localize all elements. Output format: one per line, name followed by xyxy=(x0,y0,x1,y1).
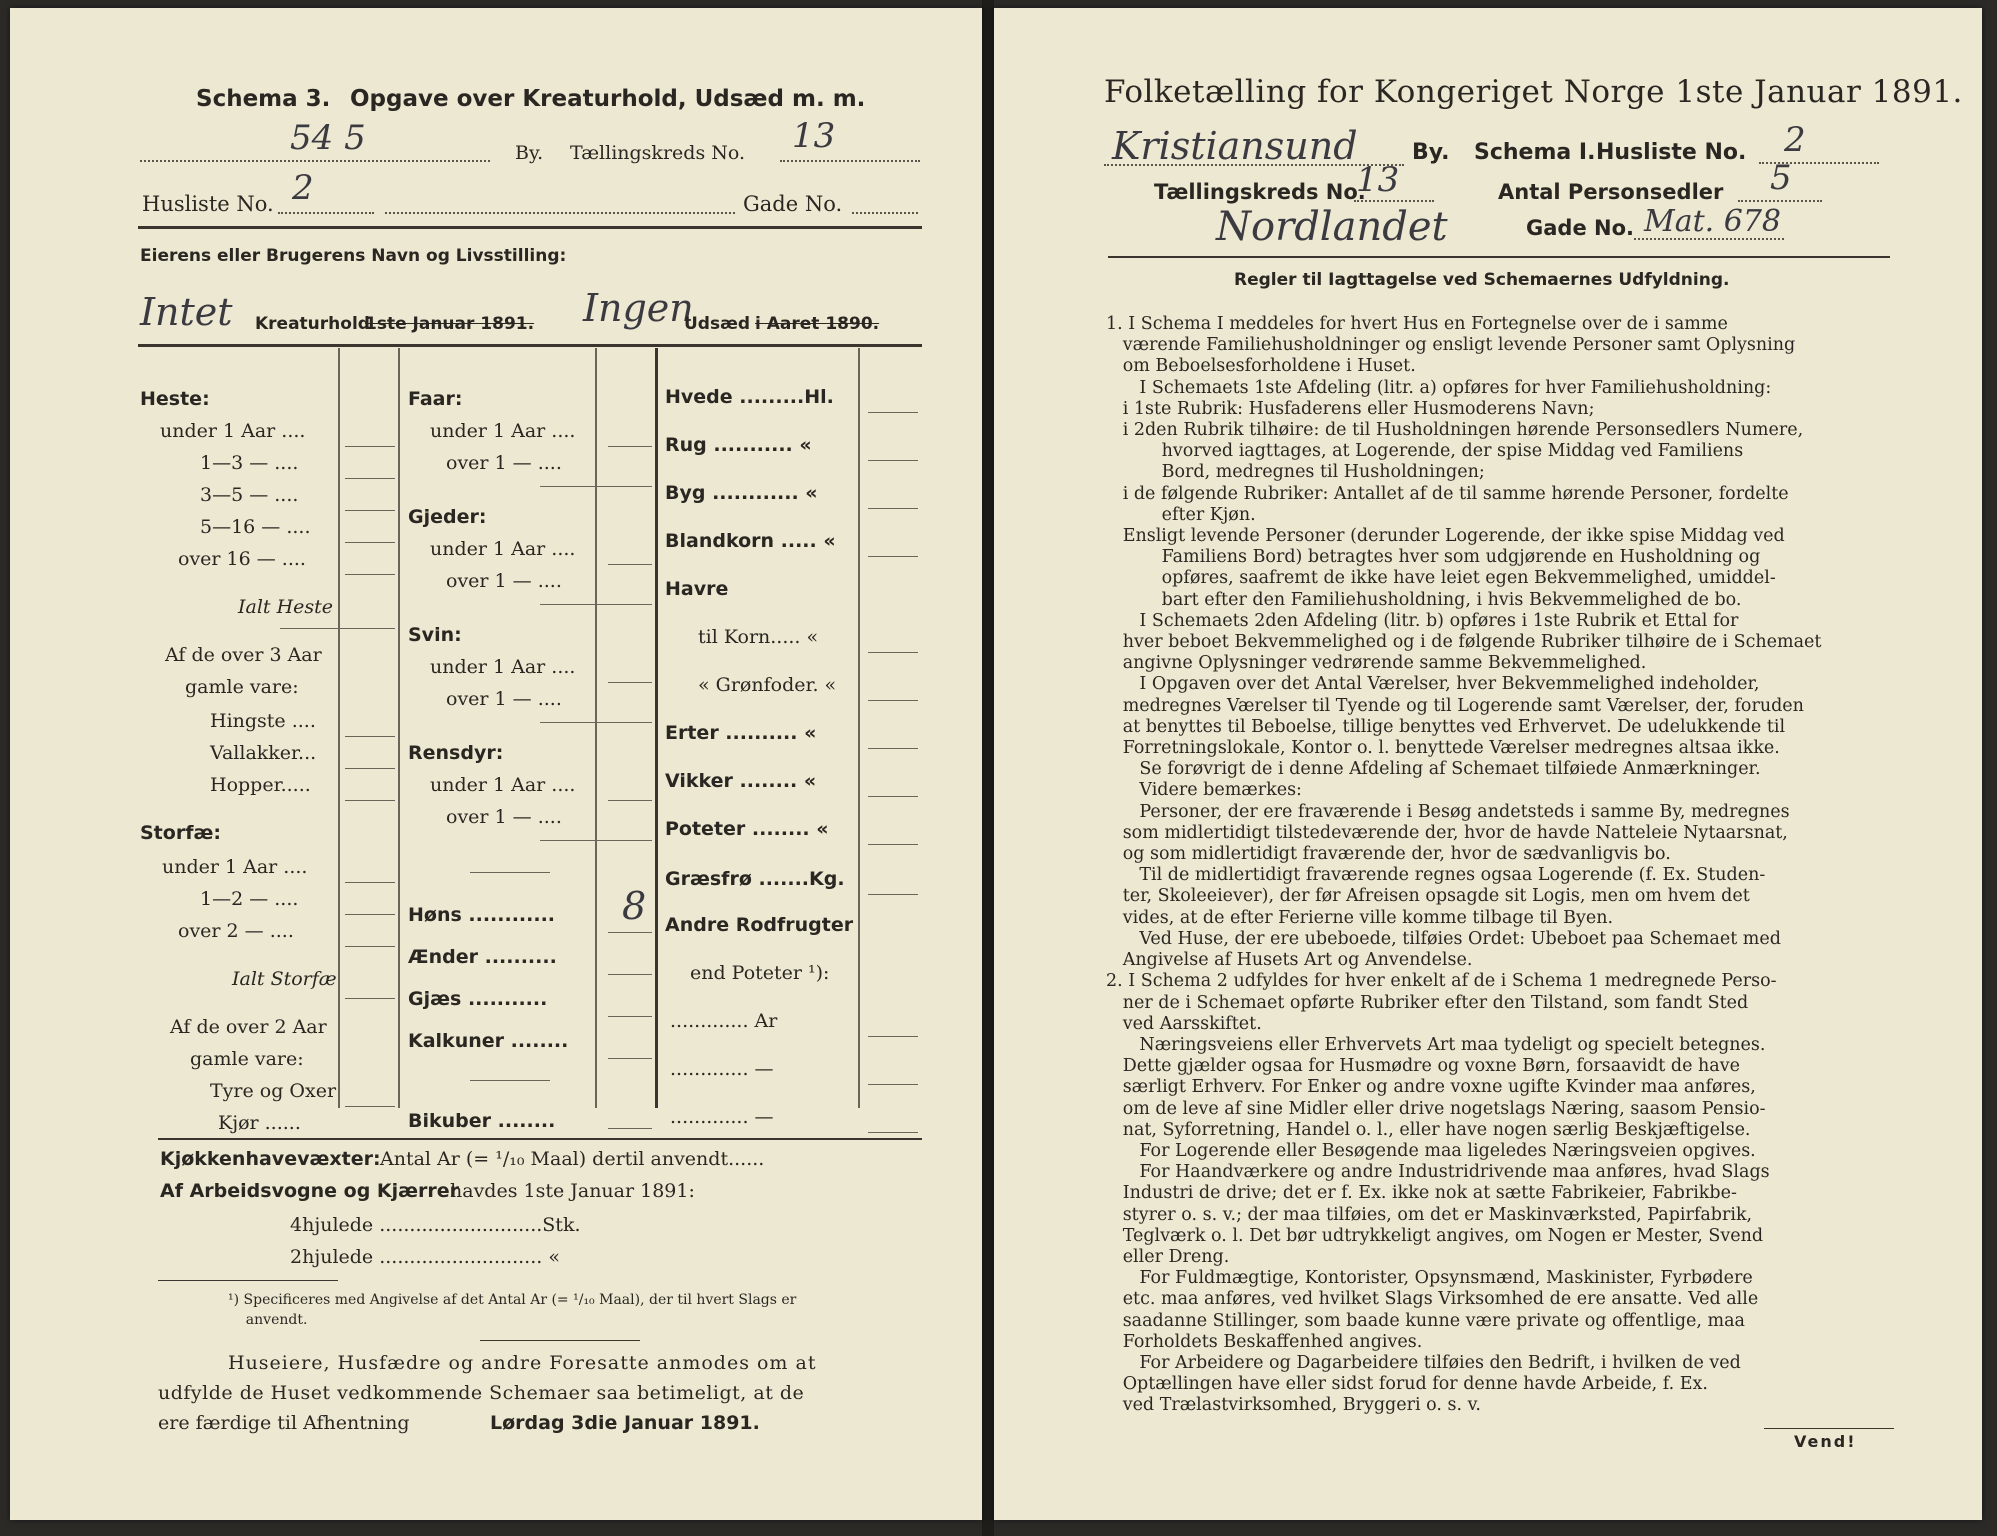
havre: Havre xyxy=(665,578,729,600)
tyre-og-oxer: Tyre og Oxer xyxy=(210,1080,337,1102)
hingste: Hingste .... xyxy=(210,710,316,732)
vikker: Vikker ........ « xyxy=(665,770,817,792)
rensdyr-under-1: under 1 Aar .... xyxy=(430,774,576,796)
by-label-right: By. xyxy=(1412,140,1450,165)
fire-hjulede: 4hjulede ...........................Stk. xyxy=(290,1214,581,1236)
heste-3-5: 3—5 — .... xyxy=(200,484,299,506)
ar-line: ............. Ar xyxy=(670,1010,778,1032)
arbeidsvogne-label: Af Arbeidsvogne og Kjærrer xyxy=(160,1180,460,1202)
vend-label: Vend! xyxy=(1794,1432,1857,1451)
udsaed-handwritten: Ingen xyxy=(583,286,694,330)
hvede: Hvede .........Hl. xyxy=(665,386,834,408)
personsedler-handwritten: 5 xyxy=(1770,158,1792,198)
gjaes: Gjæs ........... xyxy=(408,988,548,1010)
husliste-handwritten: 2 xyxy=(292,168,314,208)
kreds-handwritten-right: 13 xyxy=(1356,160,1400,200)
kreds-label-right: Tællingskreds No. xyxy=(1154,180,1366,204)
graesfro: Græsfrø .......Kg. xyxy=(665,868,845,890)
hons: Høns ............ xyxy=(408,904,556,926)
kjor: Kjør ...... xyxy=(218,1112,301,1134)
rug: Rug ........... « xyxy=(665,434,812,456)
kreds-handwritten: 13 xyxy=(792,116,836,156)
kalkuner: Kalkuner ........ xyxy=(408,1030,569,1052)
husliste-handwritten-right: 2 xyxy=(1784,120,1806,160)
havre-gronfoder: « Grønfoder. « xyxy=(698,674,837,696)
vallakker: Vallakker... xyxy=(210,742,317,764)
byg: Byg ............ « xyxy=(665,482,818,504)
kjokkenhave-rest: Antal Ar (= ¹/₁₀ Maal) dertil anvendt...... xyxy=(380,1148,765,1170)
kreaturhold-handwritten: Intet xyxy=(140,290,233,334)
storfae-heading: Storfæ: xyxy=(140,822,221,844)
gade-no-handwritten: Mat. 678 xyxy=(1644,204,1781,239)
rules-text: 1. I Schema I meddeles for hvert Hus en Fortegnelse over de i samme værende Familiehusholdninger og ensligt levende Personer samt Oplysning om Beboelsesforholdene i Huset. I Schemaets 1ste Afdeling (litr. a) opføres for hver Familiehusholdning: i 1ste Rubrik: Husfaderens eller Husmoderens Navn; i 2den Rubrik tilhøire: de til Husholdningen hørende Personsedlers Numere, hvorved iagttages, at Logerende, der spise Middag ved Familiens Bord, medregnes til Husholdningen; i de følgende Rubriker: Antallet af de til samme hørende Personer, fordelte efter Kjøn. Ensligt levende Personer (derunder Logerende, der ikke spise Middag ved Familiens Bord) betragtes hver som udgjørende en Husholdning og opføres, saafremt de ikke have leiet egen Bekvemmelighed, umiddel- bart efter den Familiehusholdning, i hvis Bekvemmelighed de bo. I Schemaets 2den Afdeling (litr. b) opføres i 1ste Rubrik et Ettal for hver beboet Bekvemmelighed og i de følgende Rubriker tilhøire de i Schemaet angivne Oplysninger vedrørende samme Bekvemmelighed. I Opgaven over det Antal Værelser, hver Bekvemmelighed indeholder, medregnes Værelser til Tyende og til Logerende samt Værelser, der, foruden at benyttes til Beboelse, tillige benyttes ved Erhvervet. De udelukkende til Forretningslokale, Kontor o. l. benyttede Værelser medregnes altsaa ikke. Se forøvrigt de i denne Afdeling af Schemaet tilføiede Anmærkninger. Videre bemærkes: Personer, der ere fraværende i Besøg andetsteds i samme By, medregnes som midlertidigt tilstedeværende der, hvor de havde Natteleie Nytaarsnat, og som midlertidigt fraværende der, hvor de sædvanligvis bo. Til de midlertidigt fraværende regnes ogsaa Logerende (f. Ex. Studen- ter, Skoleeiever), der før Afreisen opsagde sit Logis, men om hvem det vides, at de efter Ferierne ville komme tilbage til Byen. Ved Huse, der ere ubeboede, tilføies Ordet: Ubeboet paa Schemaet med Angivelse af Husets Art og Anvendelse. 2. I Schema 2 udfyldes for hver enkelt af de i Schema 1 medregnede Perso- ner de i Schemaet opførte Rubriker efter den Tilstand, som fandt Sted ved Aarsskiftet. Næringsveiens eller Erhvervets Art maa tydeligt og specielt betegnes. Dette gjælder ogsaa for Husmødre og voxne Børn, forsaavidt de have særligt Erhverv. For Enker og andre voxne ugifte Kvinder maa anføres, om de leve af sine Midler eller drive nogetslags Næring, saasom Pensio- nat, Syforretning, Handel o. l., eller have nogen særlig Beskjæftigelse. For Logerende eller Besøgende maa ligeledes Næringsveien opgives. For Haandværkere og andre Industridrivende maa anføres, hvad Slags Industri de drive; det er f. Ex. ikke nok at sætte Fabrikeier, Fabrikbe- styrer o. s. v.; der maa tilføies, om det er Maskinværksted, Papirfabrik, Teglværk o. l. Det bør udtrykkeligt angives, om Nogen er Mester, Svend eller Dreng. For Fuldmægtige, Kontorister, Opsynsmænd, Maskinister, Fyrbødere etc. maa anføres, ved hvilket Slags Virksomhed de ere ansatte. Ved alle saadanne Stillinger, som baade kunne være private og offentlige, maa Forholdets Beskaffenhed angives. For Arbeidere og Dagarbeidere tilføies den Bedrift, i hvilken de ved Optællingen have eller sidst forud for denne havde Arbeide, f. Ex. ved Trælastvirksomhed, Bryggeri o. s. v. xyxy=(1106,314,1822,1416)
notice-pickup-date: Lørdag 3die Januar 1891. xyxy=(490,1412,760,1434)
gamle-vare-2: gamle vare: xyxy=(190,1048,304,1070)
personsedler-label: Antal Personsedler xyxy=(1498,180,1724,204)
havre-til-korn: til Korn..... « xyxy=(698,626,819,648)
notice-line-3a: ere færdige til Afhentning xyxy=(158,1412,410,1434)
city-handwritten: Kristiansund xyxy=(1112,124,1358,168)
kjokkenhave-label: Kjøkkenhavevæxter: xyxy=(160,1148,381,1170)
gjeder-over-1: over 1 — .... xyxy=(446,570,562,592)
heste-under-1: under 1 Aar .... xyxy=(160,420,306,442)
footnote: ¹) Specificeres med Angivelse af det Antal Ar (= ¹/₁₀ Maal), der til hvert Slags er anvendt. xyxy=(228,1292,797,1328)
af-de-over-3-aar: Af de over 3 Aar xyxy=(165,644,322,666)
to-hjulede: 2hjulede ........................... « xyxy=(290,1246,560,1268)
heste-heading: Heste: xyxy=(140,388,210,410)
rensdyr-over-1: over 1 — .... xyxy=(446,806,562,828)
ialt-storfae: Ialt Storfæ xyxy=(232,968,337,990)
bikuber: Bikuber ........ xyxy=(408,1110,556,1132)
gade-label: Gade No. xyxy=(743,192,843,216)
husliste-label-right: Husliste No. xyxy=(1596,140,1747,165)
aender: Ænder .......... xyxy=(408,946,557,968)
owner-label: Eierens eller Brugerens Navn og Livsstilling: xyxy=(140,246,567,266)
arbeidsvogne-rest: havdes 1ste Januar 1891: xyxy=(450,1180,695,1202)
blandkorn: Blandkorn ..... « xyxy=(665,530,836,552)
left-page-schema-3 xyxy=(10,8,982,1520)
storfae-over-2: over 2 — .... xyxy=(178,920,294,942)
end-poteter: end Poteter ¹): xyxy=(690,962,830,984)
book-spine xyxy=(982,0,994,1536)
ialt-heste: Ialt Heste xyxy=(238,596,334,618)
udsaed-label: Udsæd xyxy=(684,314,751,334)
husliste-label: Husliste No. xyxy=(142,192,274,216)
hopper: Hopper..... xyxy=(210,774,311,796)
faar-heading: Faar: xyxy=(408,388,463,410)
svin-heading: Svin: xyxy=(408,624,462,646)
heste-over-16: over 16 — .... xyxy=(178,548,306,570)
schema-i-label: Schema I. xyxy=(1474,140,1596,165)
gade-no-label: Gade No. xyxy=(1526,216,1634,240)
poteter: Poteter ........ « xyxy=(665,818,829,840)
storfae-under-1: under 1 Aar .... xyxy=(162,856,308,878)
gade-handwritten: Nordlandet xyxy=(1216,204,1448,250)
rules-heading: Regler til Iagttagelse ved Schemaernes Udfyldning. xyxy=(1234,270,1730,290)
census-title: Folketælling for Kongeriget Norge 1ste Januar 1891. xyxy=(1104,74,1963,110)
by-label: By. xyxy=(515,142,544,164)
faar-under-1: under 1 Aar .... xyxy=(430,420,576,442)
udsaed-year-struck: i Aaret 1890. xyxy=(755,314,880,334)
right-page-schema-1 xyxy=(994,8,1982,1520)
dash-line-1: ............. — xyxy=(670,1058,774,1080)
andre-rodfrugter: Andre Rodfrugter xyxy=(665,914,854,936)
rensdyr-heading: Rensdyr: xyxy=(408,742,504,764)
svin-over-1: over 1 — .... xyxy=(446,688,562,710)
faar-over-1: over 1 — .... xyxy=(446,452,562,474)
heste-1-3: 1—3 — .... xyxy=(200,452,299,474)
gjeder-under-1: under 1 Aar .... xyxy=(430,538,576,560)
af-de-over-2-aar: Af de over 2 Aar xyxy=(170,1016,327,1038)
schema-label: Schema 3. xyxy=(196,86,331,112)
kreaturhold-label: Kreaturhold xyxy=(255,314,370,334)
notice-line-1: Huseiere, Husfædre og andre Foresatte anmodes om at xyxy=(228,1352,817,1374)
erter: Erter .......... « xyxy=(665,722,817,744)
kreds-label: Tællingskreds No. xyxy=(570,142,745,164)
gjeder-heading: Gjeder: xyxy=(408,506,487,528)
heste-5-16: 5—16 — .... xyxy=(200,516,311,538)
hons-value-handwritten: 8 xyxy=(622,884,647,928)
gamle-vare-1: gamle vare: xyxy=(185,676,299,698)
kreaturhold-date-struck: 1ste Januar 1891. xyxy=(365,314,535,334)
form-title: Opgave over Kreaturhold, Udsæd m. m. xyxy=(350,86,866,112)
dash-line-2: ............. — xyxy=(670,1106,774,1128)
notice-line-2: udfylde de Huset vedkommende Schemaer saa betimeligt, at de xyxy=(158,1382,805,1404)
by-handwritten: 54 5 xyxy=(290,118,366,158)
storfae-1-2: 1—2 — .... xyxy=(200,888,299,910)
svin-under-1: under 1 Aar .... xyxy=(430,656,576,678)
